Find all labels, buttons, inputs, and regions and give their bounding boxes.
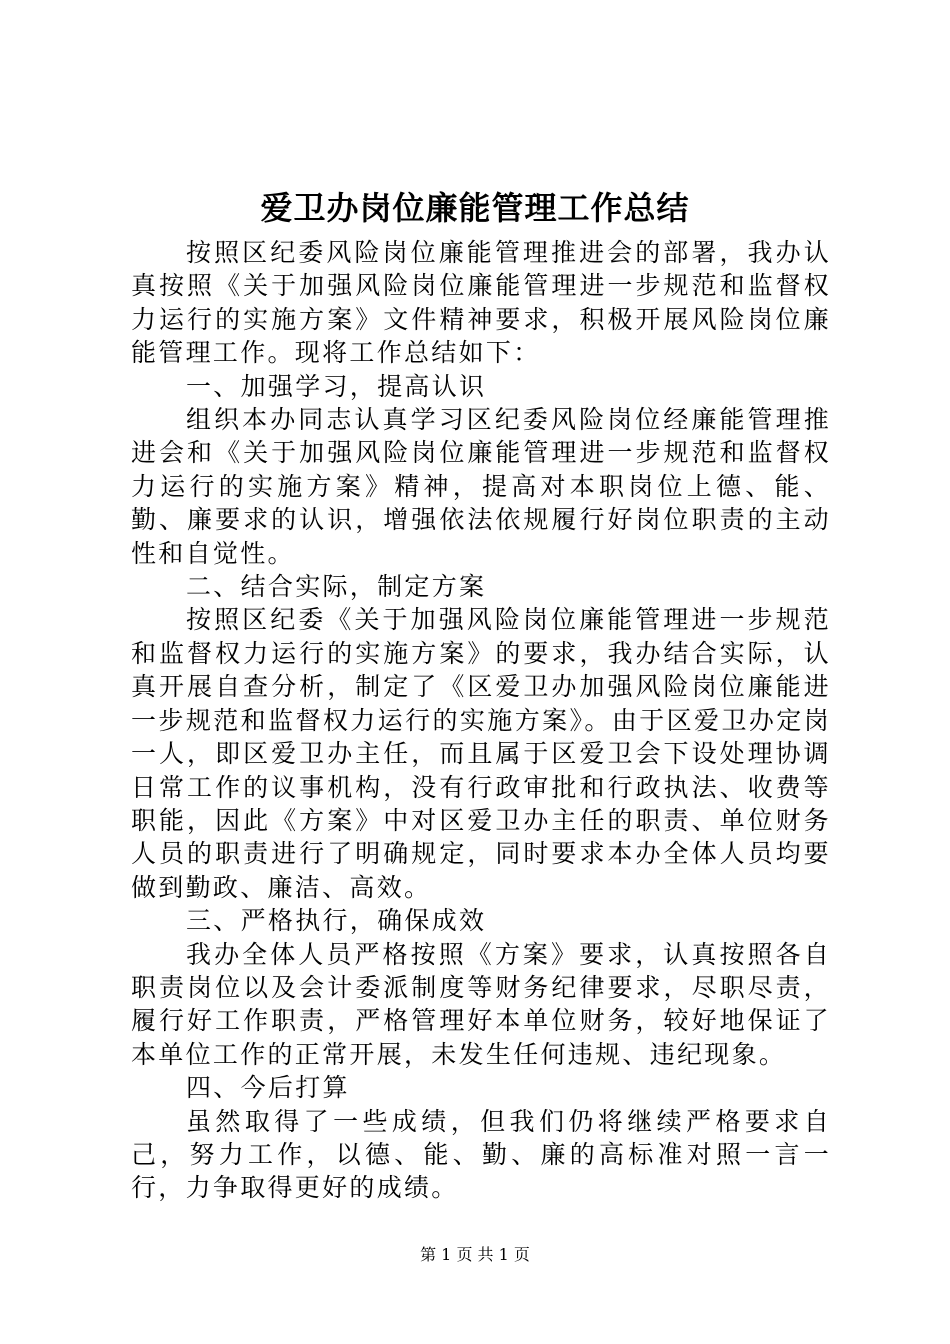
section-paragraph-3: 我办全体人员严格按照《方案》要求，认真按照各自职责岗位以及会计委派制度等财务纪律要求，尽职尽责，履行好工作职责，严格管理好本单位财务，较好地保证了本单位工作的正常开展，未发生任何违规、违纪现象。	[131, 939, 831, 1069]
document-body	[131, 236, 831, 1205]
document-title: 爱卫办岗位廉能管理工作总结	[260, 189, 690, 227]
section-heading-1: 一、加强学习，提高认识	[186, 371, 487, 401]
page-footer: 第 1 页 共 1 页	[420, 1245, 530, 1264]
section-heading-4: 四、今后打算	[186, 1073, 350, 1103]
section-paragraph-1: 组织本办同志认真学习区纪委风险岗位经廉能管理推进会和《关于加强风险岗位廉能管理进一步规范和监督权力运行的实施方案》精神，提高对本职岗位上德、能、勤、廉要求的认识，增强依法依规履行好岗位职责的主动性和自觉性。	[131, 405, 831, 568]
section-paragraph-2: 按照区纪委《关于加强风险岗位廉能管理进一步规范和监督权力运行的实施方案》的要求，我办结合实际，认真开展自查分析，制定了《区爱卫办加强风险岗位廉能进一步规范和监督权力运行的实施方案》。由于区爱卫办定岗一人，即区爱卫办主任，而且属于区爱卫会下设处理协调日常工作的议事机构，没有行政审批和行政执法、收费等职能，因此《方案》中对区爱卫办主任的职责、单位财务人员的职责进行了明确规定，同时要求本办全体人员均要做到勤政、廉洁、高效。	[131, 605, 831, 902]
section-heading-2: 二、结合实际，制定方案	[186, 572, 487, 602]
section-paragraph-4: 虽然取得了一些成绩，但我们仍将继续严格要求自己，努力工作，以德、能、勤、廉的高标准对照一言一行，力争取得更好的成绩。	[131, 1106, 831, 1203]
intro-paragraph: 按照区纪委风险岗位廉能管理推进会的部署，我办认真按照《关于加强风险岗位廉能管理进一步规范和监督权力运行的实施方案》文件精神要求，积极开展风险岗位廉能管理工作。现将工作总结如下：	[131, 238, 831, 368]
section-heading-3: 三、严格执行，确保成效	[186, 906, 487, 936]
